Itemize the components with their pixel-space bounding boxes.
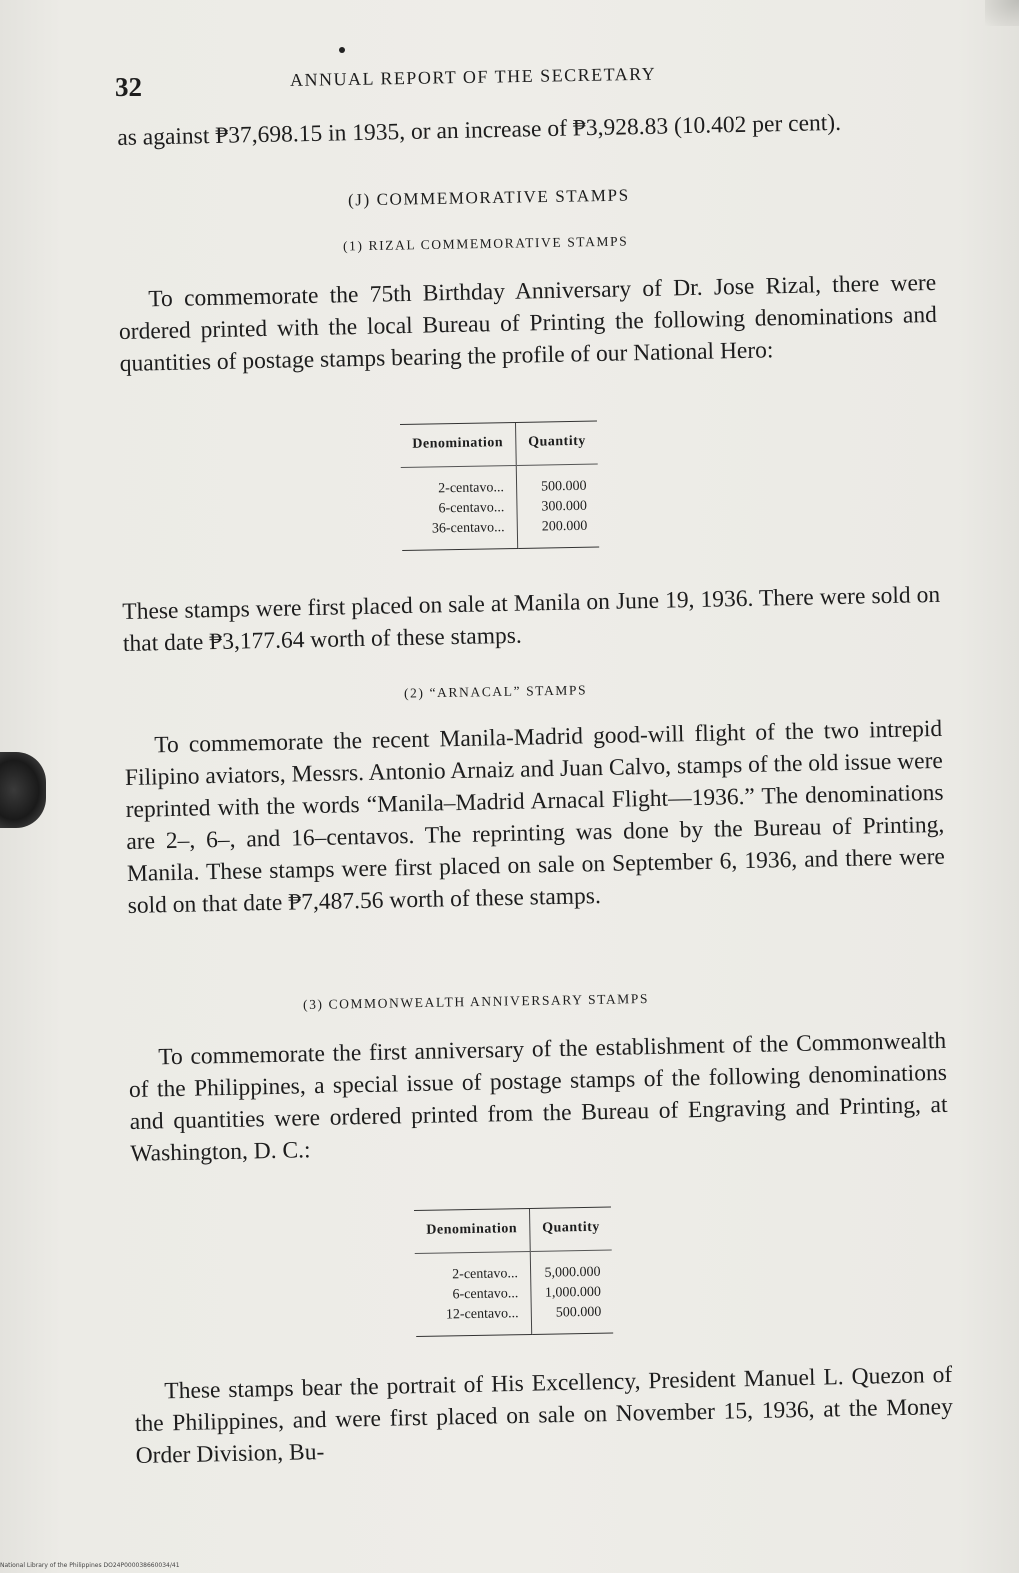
table2-denomination-cell: 6-centavo... [452,1286,519,1303]
subheading-commonwealth: (3) COMMONWEALTH ANNIVERSARY STAMPS [302,990,650,1013]
table-row [416,1303,614,1337]
paragraph-1: To commemorate the 75th Birthday Anniversary of Dr. Jose Rizal, there were ordered printed with the local Bureau of Printing the following denominations and quantities of postage stamps bearing the profile of our National Hero: [118,269,938,377]
page-corner-shadow [985,0,1019,26]
table1-quantity-cell: 200.000 [517,517,600,549]
table2-denomination-cell: 2-centavo... [452,1266,519,1283]
scan-footer: National Library of the Philippines DO24P000038660034/41 [0,1562,180,1569]
ink-dot [339,47,345,53]
table2-header-denomination: Denomination [414,1208,530,1253]
table1-denomination-cell: 36-centavo... [402,518,518,551]
table-row [415,1250,613,1286]
table-row [402,517,600,551]
table2-quantity-cell: 500.000 [531,1303,614,1335]
page-number: 32 [115,72,142,102]
commonwealth-stamps-table [414,1207,614,1337]
rizal-stamps-table [400,421,600,551]
table1-header-quantity: Quantity [515,421,598,465]
table-row [401,464,599,500]
table1-denomination-cell: 6-centavo... [438,500,505,517]
subheading-arnacal: (2) “ARNACAL” STAMPS [403,682,588,701]
table2-quantity-cell: 5,000.000 [530,1250,613,1284]
table2-denomination-cell: 12-centavo... [416,1304,532,1337]
table1-header-denomination: Denomination [400,422,516,467]
running-head: ANNUAL REPORT OF THE SECRETARY [289,63,657,91]
paragraph-5: These stamps bear the portrait of His Excellency, President Manuel L. Quezon of the Philippines, and were first placed on sale on November 15, 1936, at the Money Order Division, Bu- [134,1361,954,1469]
paragraph-4: To commemorate the first anniversary of the establishment of the Commonwealth of the Philippines, a special issue of postage stamps of the following denominations and quantities were ordered printed from the Bureau of Engraving and Printing, at Washington, D. C.: [128,1027,948,1167]
table1-denomination-cell: 2-centavo... [438,480,505,497]
paragraph-2: These stamps were first placed on sale at Manila on June 19, 1936. There were sold on that date ₱3,177.64 worth of these stamps. [122,581,941,657]
section-heading-j: (J) COMMEMORATIVE STAMPS [347,185,630,210]
paragraph-3: To commemorate the recent Manila-Madrid good-will flight of the two intrepid Filipino aviators, Messrs. Antonio Arnaiz and Juan Calvo, stamps of the old issue were reprinted with the words “Manila–Madrid Arnacal Flight—1936.” The denominations are 2–, 6–, and 16–centavos. The reprinting was done by the Bureau of Printing, Manila. These stamps were first placed on sale on September 6, 1936, and there were sold on that date ₱7,487.56 worth of these stamps. [124,715,946,919]
table1-quantity-cell: 500.000 [516,464,599,498]
table1-quantity-cell: 300.000 [517,497,600,518]
scanner-thumb [0,752,46,828]
paragraph-0: as against ₱37,698.15 in 1935, or an increase of ₱3,928.83 (10.402 per cent). [117,109,842,151]
table2-header-quantity: Quantity [529,1207,612,1251]
table2-quantity-cell: 1,000.000 [531,1283,614,1304]
subheading-rizal: (1) RIZAL COMMEMORATIVE STAMPS [342,233,629,254]
